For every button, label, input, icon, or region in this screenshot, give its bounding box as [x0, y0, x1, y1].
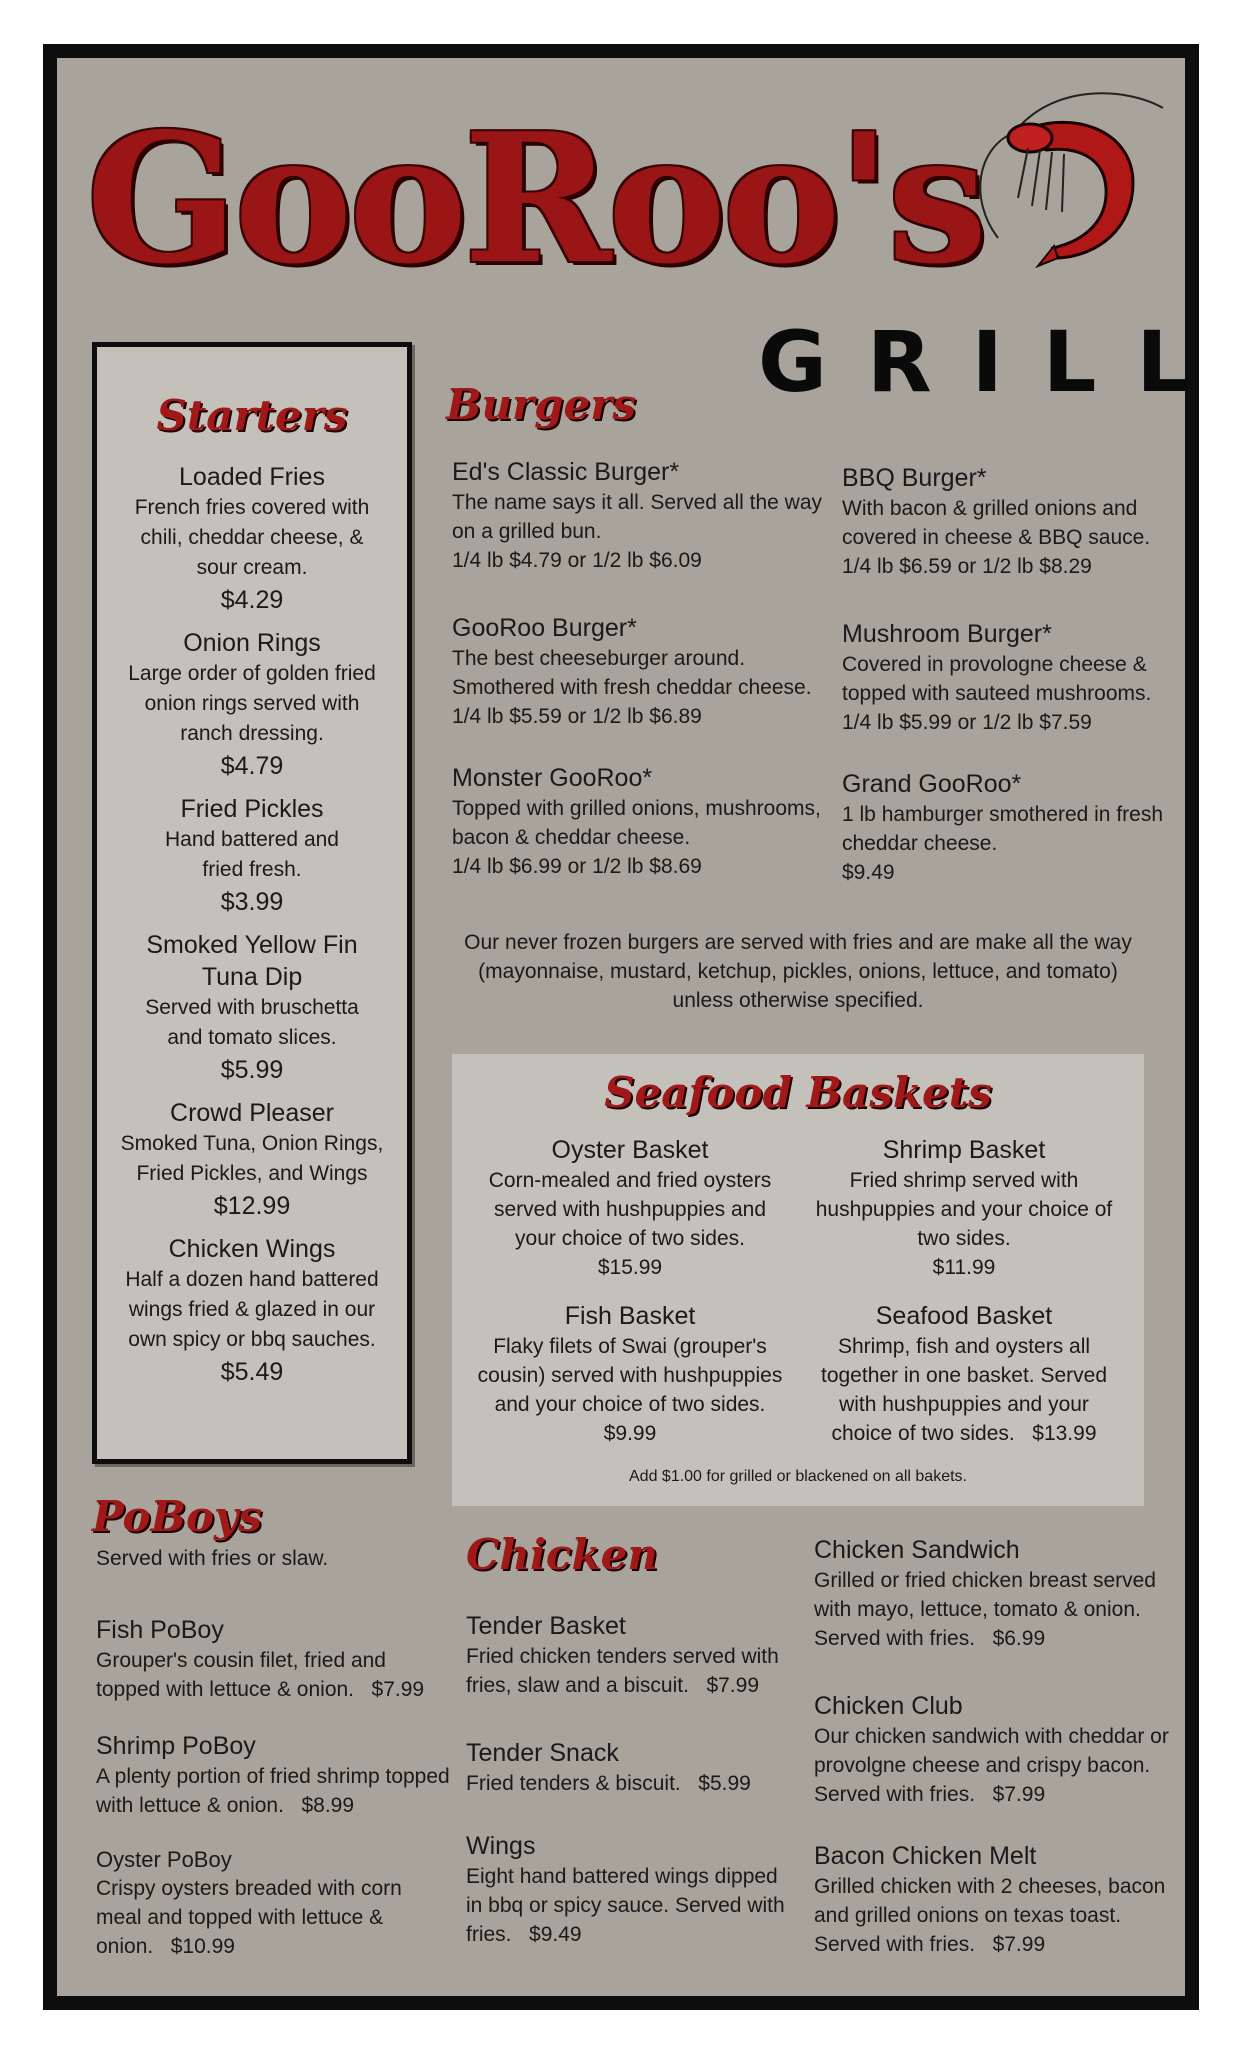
burger-item	[842, 768, 1172, 887]
item-desc: Fried tenders & biscuit.	[466, 1772, 681, 1795]
item-name: Fried Pickles	[180, 795, 324, 823]
starter-item	[97, 929, 407, 1087]
item-price: $5.99	[220, 1056, 284, 1084]
item-desc: 1 lb hamburger smothered in fresh cheddar cheese.	[842, 803, 1163, 855]
poboy-item	[96, 1846, 426, 1961]
item-price: $7.99	[359, 1678, 425, 1701]
item-price: 1/4 lb $5.59 or 1/2 lb $6.89	[452, 705, 702, 728]
item-name: Shrimp Basket	[882, 1136, 1046, 1164]
seafood-item	[814, 1134, 1114, 1282]
item-name: Oyster PoBoy	[96, 1847, 232, 1872]
starter-item	[97, 1233, 407, 1389]
poboys-subtitle: Served with fries or slaw.	[96, 1547, 329, 1570]
item-price: $3.99	[220, 888, 284, 916]
item-desc: With bacon & grilled onions and covered in cheese & BBQ sauce.	[842, 497, 1151, 549]
burger-item	[842, 618, 1172, 737]
item-desc: Fried shrimp served with hushpuppies and your choice of two sides.	[815, 1169, 1113, 1250]
item-price: $12.99	[213, 1192, 291, 1220]
item-price: $11.99	[932, 1256, 996, 1279]
burger-item	[452, 612, 837, 731]
item-name: Chicken Sandwich	[814, 1536, 1020, 1564]
item-price: 1/4 lb $5.99 or 1/2 lb $7.59	[842, 711, 1092, 734]
item-name: Seafood Basket	[875, 1302, 1053, 1330]
item-desc: Our chicken sandwich with cheddar or provolgne cheese and crispy bacon. Served with fries.	[814, 1725, 1169, 1806]
item-price: $5.99	[686, 1772, 751, 1795]
item-name: Wings	[466, 1832, 536, 1860]
item-desc: The best cheeseburger around. Smothered with fresh cheddar cheese.	[452, 647, 812, 699]
item-name: Shrimp PoBoy	[96, 1732, 256, 1760]
item-price: $9.49	[842, 861, 895, 884]
chicken-title: Chicken	[466, 1530, 658, 1579]
item-name: Smoked Yellow Fin Tuna Dip	[146, 931, 358, 991]
seafood-title: Seafood Baskets	[604, 1068, 992, 1117]
chicken-item	[466, 1610, 796, 1700]
chicken-item	[466, 1737, 796, 1798]
item-price: $4.29	[220, 586, 284, 614]
item-desc: Shrimp, fish and oysters all together in one basket. Served with hushpuppies and your choice of two sides.	[820, 1335, 1108, 1445]
item-name: Loaded Fries	[179, 463, 325, 491]
brand-logo: GooRoo's	[86, 94, 984, 303]
item-price: 1/4 lb $6.99 or 1/2 lb $8.69	[452, 855, 702, 878]
seafood-item	[480, 1134, 780, 1282]
item-price: $7.99	[980, 1783, 1046, 1806]
item-desc: Smoked Tuna, Onion Rings, Fried Pickles, and Wings	[120, 1132, 384, 1185]
item-name: Tender Snack	[466, 1739, 619, 1767]
item-name: Chicken Wings	[168, 1235, 336, 1263]
item-name: Mushroom Burger*	[842, 620, 1052, 648]
item-name: Tender Basket	[466, 1612, 626, 1640]
brand-subtitle: GRILL	[758, 313, 1230, 411]
seafood-section	[452, 1054, 1144, 1506]
burgers-title: Burgers	[446, 380, 637, 429]
burgers-note: Our never frozen burgers are served with fries and are make all the way (mayonnaise, mustard, ketchup, pickles, onions, lettuce, and tomato) unless otherwise specified.	[464, 931, 1132, 1012]
item-desc: Grilled or fried chicken breast served with mayo, lettuce, tomato & onion. Served with fries.	[814, 1569, 1156, 1650]
item-price: $6.99	[980, 1627, 1046, 1650]
starters-section	[92, 342, 412, 1464]
item-name: Grand GooRoo*	[842, 770, 1022, 798]
chicken-item	[814, 1690, 1174, 1809]
item-name: BBQ Burger*	[842, 464, 987, 492]
item-desc: The name says it all. Served all the way on a grilled bun.	[452, 491, 823, 543]
starter-item	[97, 461, 407, 617]
poboy-item	[96, 1614, 456, 1704]
item-name: GooRoo Burger*	[452, 614, 637, 642]
item-price: $13.99	[1020, 1422, 1097, 1445]
burger-item	[842, 462, 1172, 581]
item-desc: Crispy oysters breaded with corn meal and topped with lettuce & onion.	[96, 1877, 402, 1958]
starter-item	[97, 627, 407, 783]
item-desc: Covered in provologne cheese & topped with sauteed mushrooms.	[842, 653, 1152, 705]
item-desc: Hand battered and fried fresh.	[165, 828, 339, 881]
item-desc: Grouper's cousin filet, fried and topped with lettuce & onion.	[96, 1649, 386, 1701]
item-name: Bacon Chicken Melt	[814, 1842, 1037, 1870]
item-desc: Large order of golden fried onion rings served with ranch dressing.	[128, 662, 376, 745]
item-name: Monster GooRoo*	[452, 764, 653, 792]
starter-item	[97, 793, 407, 919]
item-desc: Served with bruschetta and tomato slices.	[145, 996, 359, 1049]
item-name: Oyster Basket	[551, 1136, 709, 1164]
item-desc: Grilled chicken with 2 cheeses, bacon and grilled onions on texas toast. Served with fries.	[814, 1875, 1166, 1956]
chicken-item	[814, 1534, 1174, 1653]
item-desc: French fries covered with chili, cheddar cheese, & sour cream.	[134, 496, 370, 579]
item-price: $10.99	[159, 1935, 235, 1958]
item-price: $15.99	[597, 1256, 663, 1279]
starter-item	[97, 1097, 407, 1223]
item-name: Chicken Club	[814, 1692, 963, 1720]
item-desc: Flaky filets of Swai (grouper's cousin) served with hushpuppies and your choice of two sides.	[477, 1335, 783, 1416]
item-price: $9.49	[517, 1923, 582, 1946]
seafood-item	[472, 1300, 788, 1448]
item-desc: A plenty portion of fried shrimp topped with lettuce & onion.	[96, 1765, 450, 1817]
item-price: $7.99	[980, 1933, 1046, 1956]
item-price: 1/4 lb $4.79 or 1/2 lb $6.09	[452, 549, 702, 572]
item-desc: Corn-mealed and fried oysters served with hushpuppies and your choice of two sides.	[488, 1169, 772, 1250]
seafood-item	[808, 1300, 1120, 1448]
poboy-item	[96, 1730, 456, 1820]
item-name: Ed's Classic Burger*	[452, 458, 680, 486]
item-price: $4.79	[220, 752, 284, 780]
item-desc: Fried chicken tenders served with fries, slaw and a biscuit.	[466, 1645, 779, 1697]
seafood-note: Add $1.00 for grilled or blackened on all bakets.	[629, 1468, 967, 1485]
item-desc: Topped with grilled onions, mushrooms, bacon & cheddar cheese.	[452, 797, 821, 849]
item-desc: Eight hand battered wings dipped in bbq or spicy sauce. Served with fries.	[466, 1865, 785, 1946]
item-name: Crowd Pleaser	[170, 1099, 334, 1127]
starters-title: Starters	[156, 391, 348, 440]
item-name: Onion Rings	[183, 629, 321, 657]
item-price: 1/4 lb $6.59 or 1/2 lb $8.29	[842, 555, 1092, 578]
chicken-item	[814, 1840, 1174, 1959]
item-desc: Half a dozen hand battered wings fried & glazed in our own spicy or bbq sauches.	[125, 1268, 379, 1351]
item-price: $8.99	[289, 1794, 355, 1817]
item-price: $9.99	[603, 1422, 657, 1445]
item-price: $5.49	[220, 1358, 284, 1386]
poboys-title: PoBoys	[92, 1492, 263, 1541]
burger-item	[452, 456, 832, 575]
burger-item	[452, 762, 837, 881]
item-name: Fish PoBoy	[96, 1616, 224, 1644]
chicken-item	[466, 1830, 796, 1949]
item-name: Fish Basket	[564, 1302, 696, 1330]
shrimp-icon	[958, 88, 1168, 268]
item-price: $7.99	[694, 1674, 760, 1697]
